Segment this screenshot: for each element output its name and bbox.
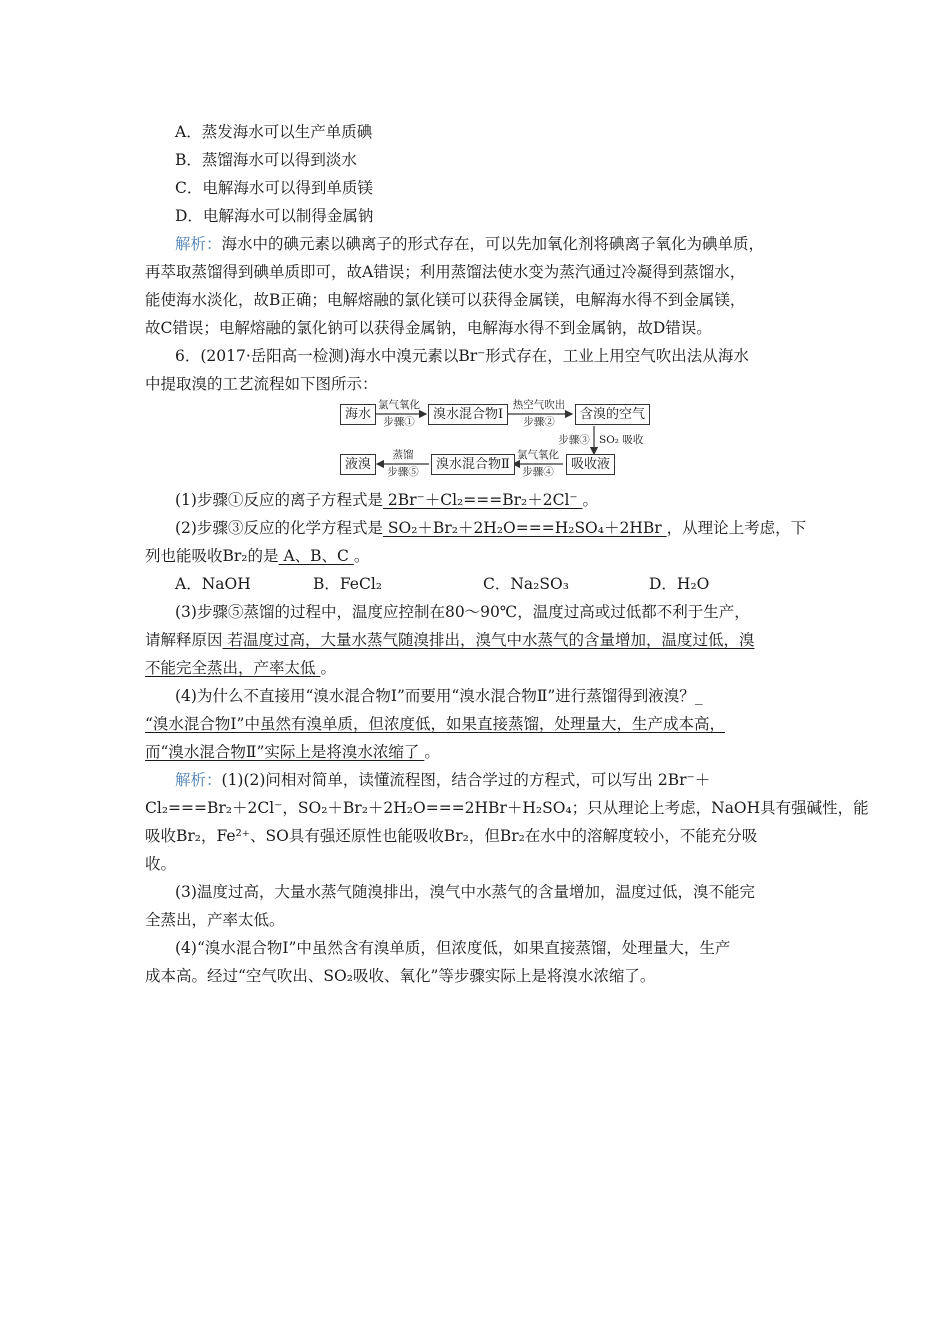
q6-option-a: A．NaOH — [175, 575, 251, 593]
question-6-line-2: 中提取溴的工艺流程如下图所示： — [145, 375, 378, 393]
answer-3-part-1: 若温度过高，大量水蒸气随溴排出，溴气中水蒸气的含量增加，温度过低，溴 — [222, 631, 755, 649]
analysis-6-part-4-line-2: 成本高。经过“空气吹出、SO₂吸收、氧化”等步骤实际上是将溴水浓缩了。 — [145, 967, 656, 985]
flow-box-absorption-liquid: 吸收液 — [566, 454, 615, 475]
sub-question-2-line-1: (2)步骤③反应的化学方程式是 SO₂＋Br₂＋2H₂O===H₂SO₄＋2HBr ，从理论上考虑，下 — [175, 519, 807, 537]
question-6-line-1: 6．(2017·岳阳高一检测)海水中溴元素以Br⁻形式存在，工业上用空气吹出法从海水 — [175, 347, 749, 365]
arrow-1-bottom-label: 步骤① — [383, 416, 415, 428]
flow-box-liquid-bromine: 液溴 — [340, 454, 376, 475]
option-c: C．电解海水可以得到单质镁 — [175, 179, 373, 197]
arrow-1-top-label: 氯气氧化 — [378, 399, 420, 411]
answer-2-choices: A、B、C — [278, 547, 354, 565]
sub-question-4-line-3: 而“溴水混合物Ⅱ”实际上是将溴水浓缩了 。 — [145, 743, 440, 761]
arrow-2-bottom-label: 步骤② — [523, 416, 555, 428]
arrow-4-top-label: 氯气氧化 — [517, 449, 559, 461]
sub-question-2-line-2: 列也能吸收Br₂的是 A、B、C 。 — [145, 547, 370, 565]
option-b: B．蒸馏海水可以得到淡水 — [175, 151, 357, 169]
arrow-3-right-label: SO₂ 吸收 — [599, 434, 644, 446]
sub-question-1: (1)步骤①反应的离子方程式是 2Br⁻＋Cl₂===Br₂＋2Cl⁻ 。 — [175, 491, 599, 509]
analysis-6-part-3-line-2: 全蒸出，产率太低。 — [145, 911, 285, 929]
analysis-label: 解析： — [175, 235, 222, 253]
arrow-4-bottom-label: 步骤④ — [522, 466, 554, 478]
arrow-3-left-label: 步骤③ — [558, 434, 590, 446]
sub-question-4-line-1: (4)为什么不直接用“溴水混合物Ⅰ”而要用“溴水混合物Ⅱ”进行蒸馏得到液溴？_ — [175, 687, 703, 705]
analysis-6-line-2: Cl₂===Br₂＋2Cl⁻，SO₂＋Br₂＋2H₂O===2HBr＋H₂SO₄；只从理论上考虑，NaOH具有强碱性，能 — [145, 799, 869, 817]
document-page — [145, 118, 869, 990]
q6-options — [145, 570, 810, 598]
arrow-5-top-label: 蒸馏 — [392, 449, 414, 461]
q6-option-c: C．Na₂SO₃ — [483, 575, 569, 593]
answer-4-part-1: “溴水混合物Ⅰ”中虽然有溴单质，但浓度低，如果直接蒸馏，处理量大，生产成本高， — [145, 715, 725, 733]
answer-3-part-2: 不能完全蒸出，产率太低 — [145, 659, 321, 677]
answer-2: SO₂＋Br₂＋2H₂O===H₂SO₄＋2HBr — [382, 519, 667, 537]
option-d: D．电解海水可以制得金属钠 — [175, 207, 374, 225]
analysis-label: 解析： — [175, 771, 222, 789]
arrow-2-top-label: 热空气吹出 — [512, 399, 566, 411]
analysis-6-part-4-line-1: (4)“溴水混合物Ⅰ”中虽然含有溴单质，但浓度低，如果直接蒸馏，处理量大，生产 — [175, 939, 731, 957]
analysis-6-part-3-line-1: (3)温度过高，大量水蒸气随溴排出，溴气中水蒸气的含量增加，温度过低，溴不能完 — [175, 883, 755, 901]
analysis-5-line-4: 故C错误；电解熔融的氯化钠可以获得金属钠，电解海水得不到金属钠，故D错误。 — [145, 319, 712, 337]
flow-box-seawater: 海水 — [340, 404, 376, 425]
analysis-5-line-1: 解析：海水中的碘元素以碘离子的形式存在，可以先加氧化剂将碘离子氧化为碘单质， — [175, 235, 765, 253]
analysis-6-line-3: 吸收Br₂，Fe²⁺、SO具有强还原性也能吸收Br₂，但Br₂在水中的溶解度较小，不能充分吸 — [145, 827, 758, 845]
analysis-5-line-2: 再萃取蒸馏得到碘单质即可，故A错误；利用蒸馏法使水变为蒸汽通过冷凝得到蒸馏水， — [145, 263, 746, 281]
q6-option-b: B．FeCl₂ — [313, 575, 383, 593]
analysis-6-line-1: 解析：(1)(2)问相对简单，读懂流程图，结合学过的方程式，可以写出 2Br⁻＋ — [175, 771, 711, 789]
flow-box-bromine-mixture-2: 溴水混合物Ⅱ — [431, 454, 515, 475]
sub-question-4-line-2 — [145, 710, 810, 738]
process-flow-diagram — [145, 398, 810, 486]
analysis-6-line-4: 收。 — [145, 855, 177, 873]
analysis-5-line-3: 能使海水淡化，故B正确；电解熔融的氯化镁可以获得金属镁，电解海水得不到金属镁， — [145, 291, 746, 309]
sub-question-3-line-3: 不能完全蒸出，产率太低 。 — [145, 659, 336, 677]
sub-question-3-line-2: 请解释原因 若温度过高，大量水蒸气随溴排出，溴气中水蒸气的含量增加，温度过低，溴 — [145, 631, 755, 649]
answer-4-part-2: 而“溴水混合物Ⅱ”实际上是将溴水浓缩了 — [145, 743, 425, 761]
flow-box-bromine-mixture-1: 溴水混合物Ⅰ — [428, 404, 508, 425]
option-a: A．蒸发海水可以生产单质碘 — [175, 123, 373, 141]
answer-1: 2Br⁻＋Cl₂===Br₂＋2Cl⁻ — [382, 491, 583, 509]
q6-option-d: D．H₂O — [649, 575, 710, 593]
arrow-5-bottom-label: 步骤⑤ — [387, 466, 419, 478]
flow-box-bromine-air: 含溴的空气 — [575, 404, 650, 425]
sub-question-3-line-1: (3)步骤⑤蒸馏的过程中，温度应控制在80～90℃，温度过高或过低都不利于生产， — [175, 603, 750, 621]
